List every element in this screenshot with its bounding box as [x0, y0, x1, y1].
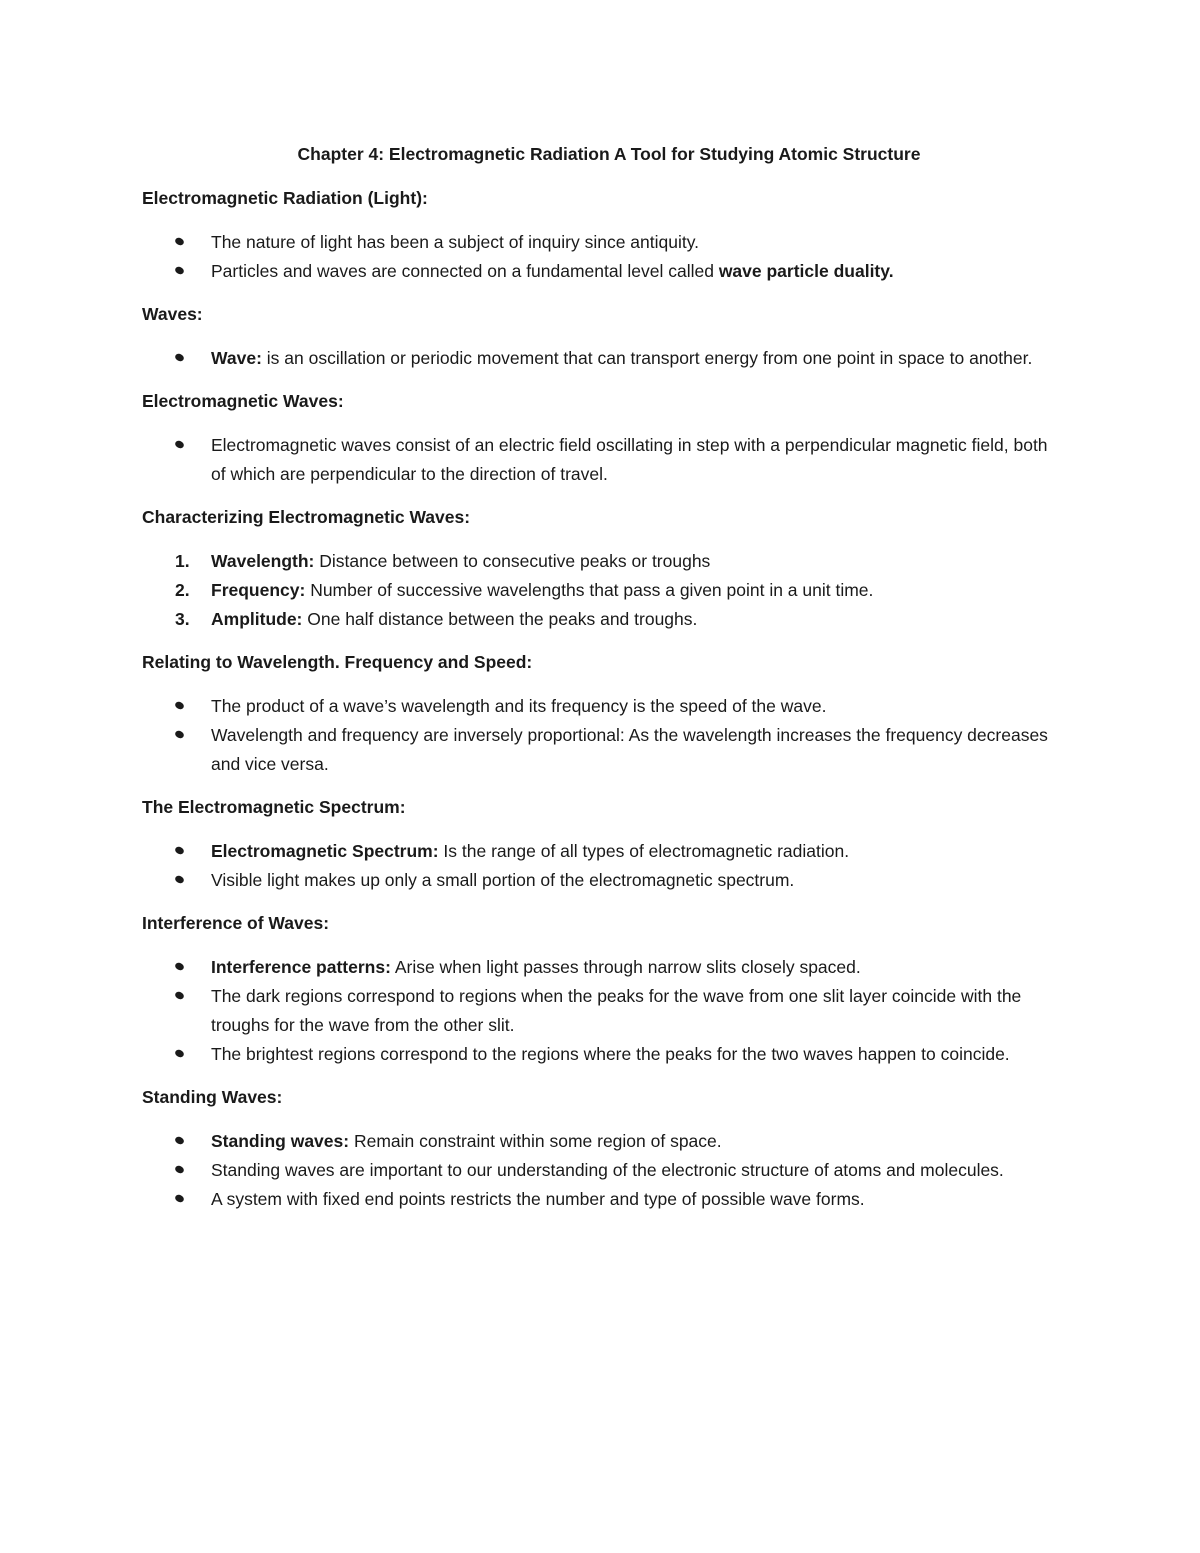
section-heading: Standing Waves:	[142, 1087, 283, 1107]
item-lead: Wave:	[211, 348, 262, 368]
list-item	[142, 1040, 1062, 1069]
item-text: Wavelength and frequency are inversely proportional: As the wavelength increases the frequency decreases and vice versa.	[211, 725, 1048, 774]
item-text: Arise when light passes through narrow slits closely spaced.	[390, 957, 861, 977]
item-number: 1.	[175, 551, 190, 571]
page-title: Chapter 4: Electromagnetic Radiation A Tool for Studying Atomic Structure	[297, 144, 921, 164]
item-number: 3.	[175, 609, 190, 629]
item-text: The brightest regions correspond to the regions where the peaks for the two waves happen to coincide.	[211, 1044, 1010, 1064]
item-text: Visible light makes up only a small portion of the electromagnetic spectrum.	[211, 870, 795, 890]
section-heading: Relating to Wavelength. Frequency and Speed:	[142, 652, 533, 672]
bullet-icon	[174, 265, 185, 275]
section-heading: The Electromagnetic Spectrum:	[142, 797, 406, 817]
list-item	[142, 576, 1062, 605]
item-text: A system with fixed end points restricts the number and type of possible wave forms.	[211, 1189, 865, 1209]
list-item	[142, 1156, 1062, 1185]
bullet-icon	[174, 729, 185, 739]
bullet-list	[142, 953, 1062, 1069]
bullet-list	[142, 1127, 1062, 1214]
item-text: Is the range of all types of electromagnetic radiation.	[438, 841, 850, 861]
numbered-list	[142, 547, 1062, 634]
item-text: Distance between to consecutive peaks or troughs	[314, 551, 711, 571]
bullet-icon	[174, 1135, 185, 1145]
bullet-list	[142, 837, 1062, 895]
item-text: One half distance between the peaks and troughs.	[302, 609, 698, 629]
item-lead: Interference patterns:	[211, 957, 391, 977]
item-number: 2.	[175, 580, 190, 600]
section-heading: Electromagnetic Waves:	[142, 391, 344, 411]
item-lead: Amplitude:	[211, 609, 303, 629]
item-text: The dark regions correspond to regions when the peaks for the wave from one slit layer coincide with the troughs for the wave from the other slit.	[211, 986, 1022, 1035]
list-item	[142, 692, 1062, 721]
bullet-list	[142, 692, 1062, 779]
list-item	[142, 344, 1062, 373]
list-item	[142, 837, 1062, 866]
section-heading: Waves:	[142, 304, 203, 324]
bullet-icon	[174, 990, 185, 1000]
section-heading: Characterizing Electromagnetic Waves:	[142, 507, 471, 527]
bullet-icon	[174, 1193, 185, 1203]
bullet-list	[142, 431, 1062, 489]
bullet-icon	[174, 236, 185, 246]
item-lead: Frequency:	[211, 580, 306, 600]
item-text: Electromagnetic waves consist of an electric field oscillating in step with a perpendicular magnetic field, both of which are perpendicular to the direction of travel.	[211, 435, 1048, 484]
item-text: Particles and waves are connected on a fundamental level called	[211, 261, 719, 281]
list-item	[142, 257, 1062, 286]
list-item	[142, 1127, 1062, 1156]
bullet-list	[142, 344, 1062, 373]
bullet-icon	[174, 1164, 185, 1174]
item-text: Remain constraint within some region of space.	[349, 1131, 722, 1151]
list-item	[142, 1185, 1062, 1214]
list-item	[142, 982, 1062, 1040]
item-lead: Wavelength:	[211, 551, 315, 571]
bullet-icon	[174, 1048, 185, 1058]
list-item	[142, 721, 1062, 779]
item-lead: Standing waves:	[211, 1131, 350, 1151]
document-body	[142, 140, 1062, 1228]
section-heading: Electromagnetic Radiation (Light):	[142, 188, 428, 208]
item-text: Number of successive wavelengths that pass a given point in a unit time.	[305, 580, 874, 600]
list-item	[142, 605, 1062, 634]
section-heading: Interference of Waves:	[142, 913, 330, 933]
item-tail: wave particle duality.	[718, 261, 894, 281]
item-lead: Electromagnetic Spectrum:	[211, 841, 439, 861]
item-text: The nature of light has been a subject of inquiry since antiquity.	[211, 232, 700, 252]
bullet-list	[142, 228, 1062, 286]
bullet-icon	[174, 439, 185, 449]
bullet-icon	[174, 874, 185, 884]
bullet-icon	[174, 700, 185, 710]
list-item	[142, 953, 1062, 982]
list-item	[142, 547, 1062, 576]
bullet-icon	[174, 961, 185, 971]
item-text: Standing waves are important to our understanding of the electronic structure of atoms and molecules.	[211, 1160, 1004, 1180]
list-item	[142, 431, 1062, 489]
bullet-icon	[174, 352, 185, 362]
list-item	[142, 866, 1062, 895]
bullet-icon	[174, 845, 185, 855]
item-text: The product of a wave’s wavelength and its frequency is the speed of the wave.	[211, 696, 827, 716]
list-item	[142, 228, 1062, 257]
item-text: is an oscillation or periodic movement that can transport energy from one point in space to another.	[261, 348, 1033, 368]
